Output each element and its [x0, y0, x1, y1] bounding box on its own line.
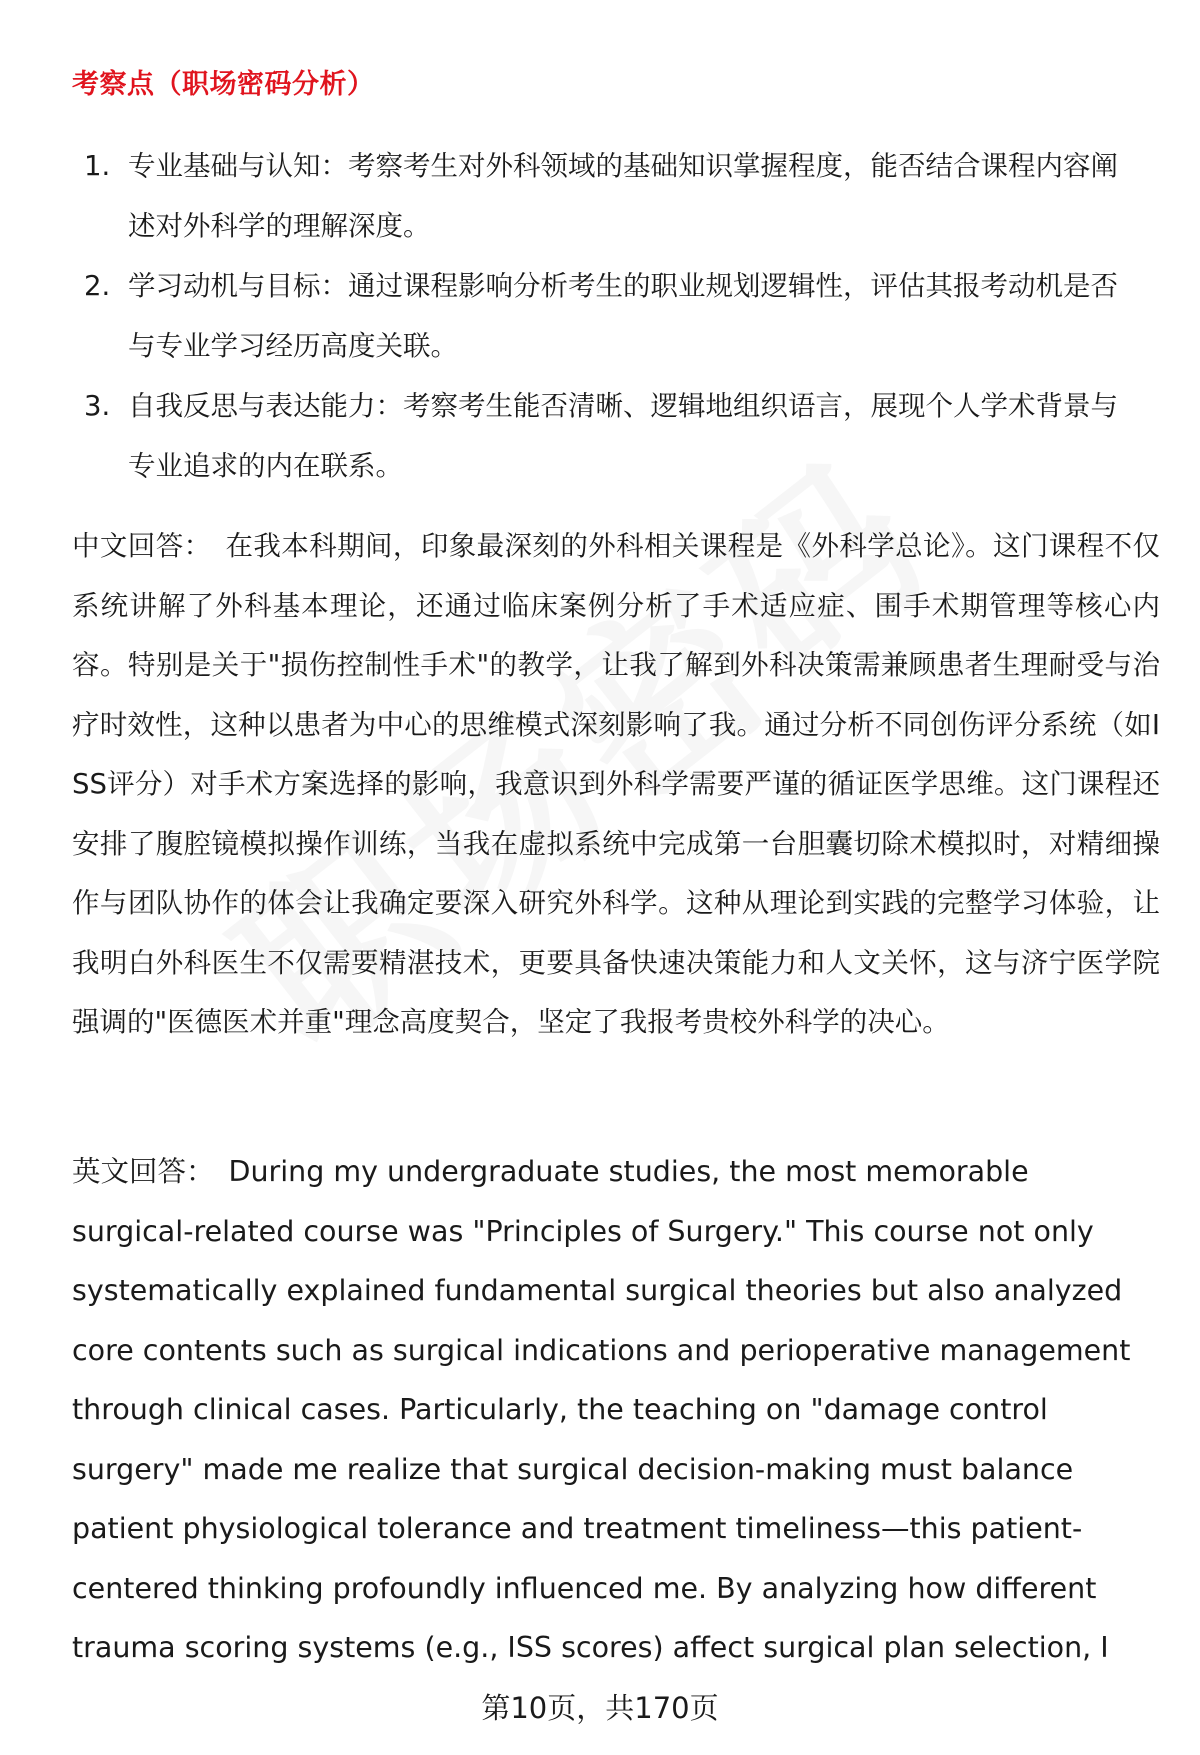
section-title: 考察点（职场密码分析）: [72, 69, 375, 100]
list-item: [84, 136, 1144, 256]
list-number: 2.: [84, 270, 111, 302]
english-answer-label: 英文回答：: [72, 1155, 215, 1188]
page-footer: 第10页，共170页: [481, 1691, 719, 1725]
chinese-answer-text: 在我本科期间，印象最深刻的外科相关课程是《外科学总论》。这门课程不仅系统讲解了外科基本理论，还通过临床案例分析了手术适应症、围手术期管理等核心内容。特别是关于"损伤控制性手术"的教学，让我了解到外科决策需兼顾患者生理耐受与治疗时效性，这种以患者为中心的思维模式深刻影响了我。通过分析不同创伤评分系统（如ISS评分）对手术方案选择的影响，我意识到外科学需要严谨的循证医学思维。这门课程还安排了腹腔镜模拟操作训练，当我在虚拟系统中完成第一台胆囊切除术模拟时，对精细操作与团队协作的体会让我确定要深入研究外科学。这种从理论到实践的完整学习体验，让我明白外科医生不仅需要精湛技术，更要具备快速决策能力和人文关怀，这与济宁医学院强调的"医德医术并重"理念高度契合，坚定了我报考贵校外科学的决心。: [72, 530, 1161, 1038]
assessment-points-list: [84, 136, 1144, 496]
list-item-text: 自我反思与表达能力：考察考生能否清晰、逻辑地组织语言，展现个人学术背景与专业追求的内在联系。: [128, 390, 1118, 482]
list-item-text: 专业基础与认知：考察考生对外科领域的基础知识掌握程度，能否结合课程内容阐述对外科学的理解深度。: [128, 150, 1118, 242]
list-number: 3.: [84, 390, 111, 422]
chinese-answer-label: 中文回答：: [72, 530, 212, 562]
chinese-answer: [72, 517, 1160, 1053]
list-item-text: 学习动机与目标：通过课程影响分析考生的职业规划逻辑性，评估其报考动机是否与专业学习经历高度关联。: [128, 270, 1118, 362]
list-item: [84, 256, 1144, 376]
english-answer: [72, 1142, 1157, 1678]
list-number: 1.: [84, 150, 111, 182]
english-answer-text: During my undergraduate studies, the most memorable surgical-related course was "Principles of Surgery." This course not only systematically explained fundamental surgical theories but also analyzed core contents such as surgical indications and perioperative management through clinical cases. Particularly, the teaching on "damage control surgery" made me realize that surgical decision-making must balance patient physiological tolerance and treatment timeliness—this patient-centered thinking profoundly influenced me. By analyzing how different trauma scoring systems (e.g., ISS scores) affect surgical plan selection, I: [72, 1155, 1131, 1664]
list-item: [84, 376, 1144, 496]
